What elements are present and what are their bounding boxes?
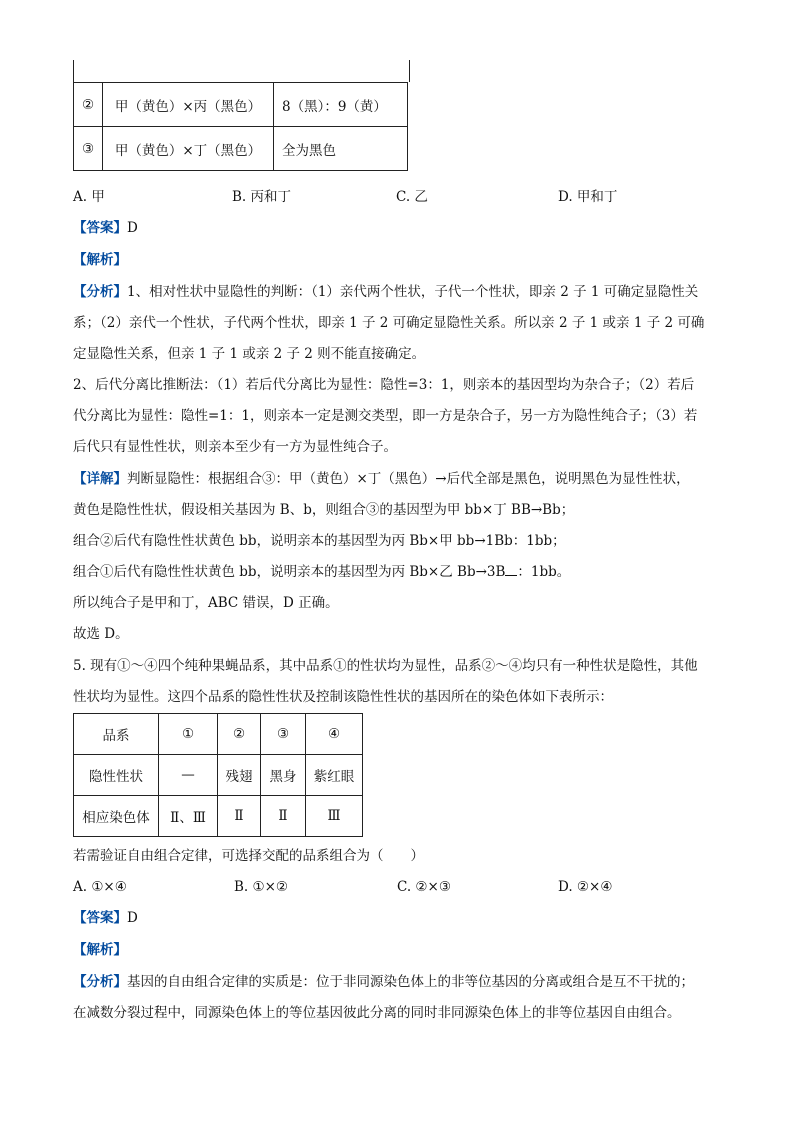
table-cell: 全为黑色 <box>274 127 408 171</box>
xiangjie-line-6: 故选 D。 <box>73 626 129 642</box>
table-cell: 黑身 <box>261 755 306 796</box>
table-header-cell: ③ <box>261 714 306 755</box>
table-row <box>74 714 363 755</box>
fenxi-line-5: 代分离比为显性：隐性=1：1，则亲本一定是测交类型，即一方是杂合子，另一方为隐性纯合子；（3）若 <box>73 408 698 424</box>
table1-top-edge <box>73 60 410 82</box>
fenxi-line-2: 在减数分裂过程中，同源染色体上的等位基因彼此分离的同时非同源染色体上的非等位基因自由组合。 <box>73 1005 681 1021</box>
option-c: C. ②×③ <box>397 879 451 895</box>
table-header-cell: ④ <box>306 714 363 755</box>
table-cell: 甲（黄色）×丙（黑色） <box>103 83 274 127</box>
cross-results-table <box>73 82 408 171</box>
answer-tag: 【答案】 <box>73 910 127 926</box>
option-a: A. 甲 <box>73 189 105 205</box>
xiangjie-line-3: 组合②后代有隐性性状黄色 bb，说明亲本的基因型为丙 Bb×甲 bb→1Bb：1bb； <box>73 533 566 549</box>
xiangjie-text: ：1bb。 <box>517 564 571 580</box>
fenxi-text: 1、相对性状中显隐性的判断：（1）亲代两个性状，子代一个性状，即亲 2 子 1 可确定显隐性关 <box>127 284 699 300</box>
table-cell: Ⅱ <box>218 796 261 837</box>
answer-value: D <box>127 220 138 236</box>
q5-stem-1: 5. 现有①～④四个纯种果蝇品系，其中品系①的性状均为显性，品系②～④均只有一种性状是隐性，其他 <box>73 658 698 674</box>
fenxi-line-1 <box>73 282 698 302</box>
table-cell: Ⅱ、Ⅲ <box>159 796 218 837</box>
table-cell: ③ <box>74 127 103 171</box>
analysis-tag: 【解析】 <box>73 252 127 268</box>
fenxi-tag: 【分析】 <box>73 284 127 300</box>
answer-value: D <box>127 910 138 926</box>
xiangjie-text: 组合①后代有隐性性状黄色 bb，说明亲本的基因型为丙 Bb×乙 Bb→3B <box>73 564 506 580</box>
table-cell: 8（黑）：9（黄） <box>274 83 408 127</box>
option-b: B. ①×② <box>234 879 289 895</box>
analysis-line <box>73 250 127 270</box>
q5-question: 若需验证自由组合定律，可选择交配的品系组合为（ ） <box>73 848 424 864</box>
table-row <box>74 83 408 127</box>
fenxi-line-6: 后代只有显性性状，则亲本至少有一方为显性纯合子。 <box>73 439 397 455</box>
xiangjie-line-5: 所以纯合子是甲和丁，ABC 错误，D 正确。 <box>73 595 339 611</box>
table-cell: 隐性性状 <box>74 755 159 796</box>
table-header-cell: ② <box>218 714 261 755</box>
answer-line <box>73 218 138 238</box>
table-cell: Ⅲ <box>306 796 363 837</box>
fenxi-line-3: 定显隐性关系，但亲 1 子 1 或亲 2 子 2 则不能直接确定。 <box>73 346 426 362</box>
table-cell: 残翅 <box>218 755 261 796</box>
fenxi-line-2: 系；（2）亲代一个性状，子代两个性状，即亲 1 子 2 可确定显隐性关系。所以亲 2 子 1 或亲 1 子 2 可确 <box>73 315 705 331</box>
fenxi-text: 基因的自由组合定律的实质是：位于非同源染色体上的非等位基因的分离或组合是互不干扰的； <box>127 974 694 990</box>
option-c: C. 乙 <box>396 189 428 205</box>
table-header-cell: 品系 <box>74 714 159 755</box>
strain-table <box>73 713 363 837</box>
table-cell: 紫红眼 <box>306 755 363 796</box>
analysis-tag: 【解析】 <box>73 942 127 958</box>
option-b: B. 丙和丁 <box>232 189 292 205</box>
fenxi-tag: 【分析】 <box>73 974 127 990</box>
table-row <box>74 755 363 796</box>
table-cell: ② <box>74 83 103 127</box>
table-row <box>74 796 363 837</box>
xiangjie-tag: 【详解】 <box>73 471 127 487</box>
option-d: D. 甲和丁 <box>558 189 618 205</box>
table-cell: Ⅱ <box>261 796 306 837</box>
table-row <box>74 127 408 171</box>
option-d: D. ②×④ <box>558 879 613 895</box>
table-cell: 甲（黄色）×丁（黑色） <box>103 127 274 171</box>
option-a: A. ①×④ <box>73 879 127 895</box>
blank-underline <box>505 563 517 576</box>
q5-stem-2: 性状均为显性。这四个品系的隐性性状及控制该隐性性状的基因所在的染色体如下表所示： <box>73 689 613 705</box>
xiangjie-text: 判断显隐性：根据组合③：甲（黄色）×丁（黑色）→后代全部是黑色，说明黑色为显性性状， <box>127 471 690 487</box>
table-cell: 相应染色体 <box>74 796 159 837</box>
table-cell: — <box>159 755 218 796</box>
table-header-cell: ① <box>159 714 218 755</box>
fenxi-line-4: 2、后代分离比推断法：（1）若后代分离比为显性：隐性=3：1，则亲本的基因型均为杂合子；（2）若后 <box>73 377 695 393</box>
analysis-line <box>73 940 127 960</box>
answer-line <box>73 908 138 928</box>
xiangjie-line-2: 黄色是隐性性状，假设相关基因为 B、b，则组合③的基因型为甲 bb×丁 BB→Bb； <box>73 502 575 518</box>
answer-tag: 【答案】 <box>73 220 127 236</box>
fenxi-line-1 <box>73 972 694 992</box>
xiangjie-line-4 <box>73 562 570 582</box>
xiangjie-line-1 <box>73 469 690 489</box>
